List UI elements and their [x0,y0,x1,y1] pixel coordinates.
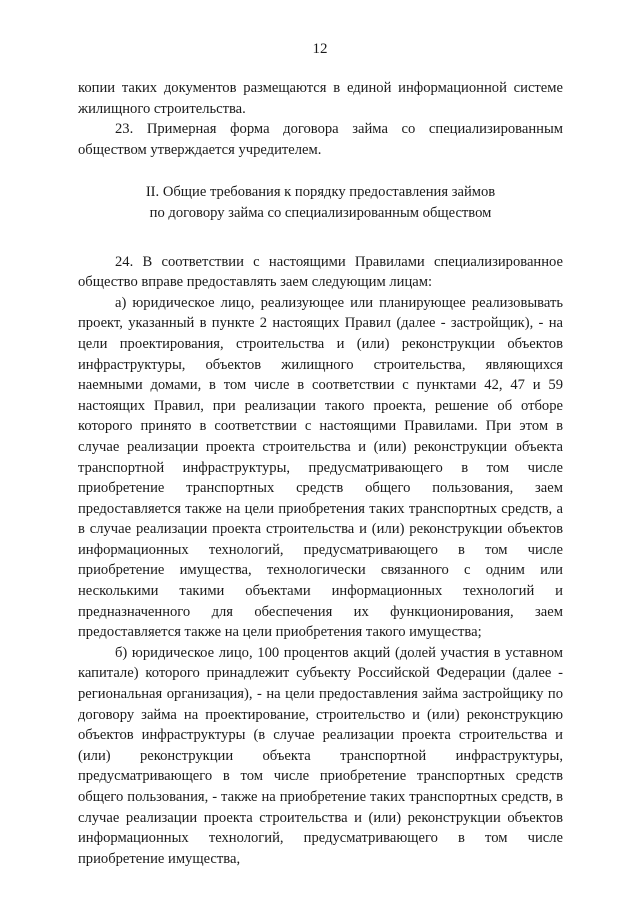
paragraph-24: 24. В соответствии с настоящими Правилами специализированное общество вправе предоставлять заем следующим лицам: [78,253,563,291]
section-title-line-1: II. Общие требования к порядку предоставления займов [145,184,496,201]
paragraph-23: 23. Примерная форма договора займа со специализированным обществом утверждается учредителем. [78,121,563,158]
page-number: 12 [312,41,328,57]
paragraph-24-b: б) юридическое лицо, 100 процентов акций (долей участия в уставном капитале) которого принадлежит субъекту Российской Федерации (далее - региональная организация), - на цели предоставления займа застройщику по договору займа на проектирование, строительство и (или) реконструкцию объектов инфраструктуры (в случае реализации проекта строительства и (или) реконструкции объекта транспортной инфраструктуры, предусматривающего в том числе приобретение транспортных средств общего пользования, - также на приобретение таких транспортных средств, в случае реализации проекта строительства и (или) реконструкции объектов информационных технологий, предусматривающего в том числе приобретение имущества, [78,644,563,867]
paragraph-continuation: копии таких документов размещаются в единой информационной системе жилищного строительства. [78,80,563,117]
paragraph-24-a: а) юридическое лицо, реализующее или планирующее реализовывать проект, указанный в пункте 2 настоящих Правил (далее - застройщик), - на цели проектирования, строительства и (или) реконструкции объектов инфраструктуры, объектов жилищного строительства, являющихся наемными домами, в том числе в соответствии с пунктами 42, 47 и 59 настоящих Правил, при реализации такого проекта, решение об отборе которого принято в соответствии с настоящими Правилами. При этом в случае реализации проекта строительства и (или) реконструкции объекта транспортной инфраструктуры, предусматривающего в том числе приобретение транспортных средств общего пользования, заем предоставляется также на цели приобретения таких транспортных средств, а в случае реализации проекта строительства и (или) реконструкции объектов информационных технологий, предусматривающего в том числе приобретение имущества, технологически связанного с одним или несколькими такими объектами информационных технологий и предназначенного для обеспечения их функционирования, заем предоставляется также на цели приобретения такого имущества; [78,294,563,641]
document-body [78,78,563,869]
section-title [78,182,563,223]
section-title-line-2: по договору займа со специализированным обществом [149,204,492,221]
